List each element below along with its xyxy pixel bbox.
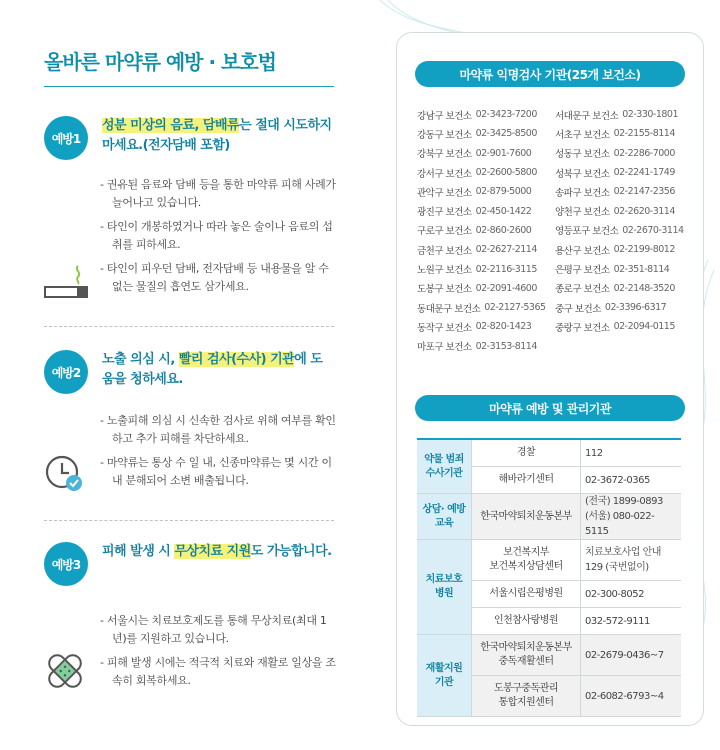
health-center-name: 강북구 보건소 <box>417 149 472 161</box>
phone-cell: 02-6082-6793~4 <box>581 676 682 717</box>
health-center-phone: 02-2241-1749 <box>613 167 675 179</box>
phone-cell: 치료보호사업 안내 129 (국번없이) <box>581 540 682 581</box>
health-center-row <box>417 105 546 124</box>
bullet-item: - 노출피해 의심 시 신속한 검사로 위해 여부를 확인하고 추가 피해를 차단하세요. <box>100 414 336 445</box>
org-cell: 경찰 <box>472 439 581 467</box>
health-center-name: 서초구 보건소 <box>555 129 610 141</box>
health-center-phone: 02-2600-5800 <box>475 167 537 179</box>
health-center-row <box>417 337 546 356</box>
health-center-name: 은평구 보건소 <box>555 265 610 277</box>
org-cell: 도봉구중독관리 통합지원센터 <box>472 676 581 717</box>
health-center-phone: 02-860-2600 <box>475 224 532 236</box>
prevention-badge: 예방1 <box>44 116 88 160</box>
health-center-row <box>555 240 684 259</box>
prevention-heading: 노출 의심 시, 빨리 검사(수사) 기관에 도움을 청하세요. <box>102 352 323 387</box>
bandage-icon <box>44 650 86 692</box>
org-cell: 보건복지부 보건복지상담센터 <box>472 540 581 581</box>
org-cell: 인천참사랑병원 <box>472 608 581 635</box>
health-center-phone: 02-3153-8114 <box>475 340 537 352</box>
health-center-name: 영등포구 보건소 <box>555 226 619 238</box>
health-center-phone: 02-450-1422 <box>475 205 532 217</box>
health-center-phone: 02-330-1801 <box>622 109 679 121</box>
health-center-row <box>555 163 684 182</box>
category-cell: 재활지원 기관 <box>417 635 472 717</box>
info-panel <box>396 32 704 726</box>
prevention-bullets <box>100 412 340 496</box>
category-cell: 약물 범죄 수사기관 <box>417 439 472 494</box>
health-center-phone: 02-3423-7200 <box>475 109 537 121</box>
table-row <box>417 635 681 676</box>
prevention-heading: 성분 미상의 음료, 담배류는 절대 시도하지 마세요.(전자담배 포함) <box>102 118 332 153</box>
health-center-row <box>555 105 684 124</box>
prevention-badge: 예방2 <box>44 350 88 394</box>
prevention-bullets <box>100 612 340 696</box>
page-title: 올바른 마약류 예방 · 보호법 <box>44 50 276 74</box>
table-row <box>417 540 681 581</box>
org-cell: 해바라기센터 <box>472 467 581 494</box>
mgmt-title: 마약류 예방 및 관리기관 <box>415 395 685 421</box>
bullet-item: - 서울시는 치료보호제도를 통해 무상치료(최대 1년)를 지원하고 있습니다. <box>100 614 327 645</box>
health-center-row <box>417 201 546 220</box>
bullet-item: - 마약류는 통상 수 일 내, 신종마약류는 몇 시간 이내 분해되어 소변 배출됩니다. <box>100 456 332 487</box>
health-center-row <box>555 259 684 278</box>
health-center-phone: 02-879-5000 <box>475 186 532 198</box>
health-center-row <box>555 221 684 240</box>
health-center-row <box>417 240 546 259</box>
health-center-name: 광진구 보건소 <box>417 207 472 219</box>
health-center-phone: 02-820-1423 <box>475 321 532 333</box>
health-center-phone: 02-2116-3115 <box>475 263 537 275</box>
health-center-phone: 02-2127-5365 <box>484 302 546 314</box>
health-center-phone: 02-2155-8114 <box>613 128 675 140</box>
phone-cell: (전국) 1899-0893 (서울) 080-022-5115 <box>581 494 682 540</box>
health-center-phone: 02-2620-3114 <box>613 205 675 217</box>
health-center-name: 종로구 보건소 <box>555 284 610 296</box>
org-cell: 서울시립은평병원 <box>472 581 581 608</box>
health-center-row <box>417 317 546 336</box>
prevention-section-3 <box>44 542 344 712</box>
health-center-name: 송파구 보건소 <box>555 187 610 199</box>
health-center-phone: 02-3396-6317 <box>604 302 667 314</box>
health-center-name: 금천구 보건소 <box>417 245 472 257</box>
mgmt-table <box>417 438 681 717</box>
health-center-phone: 02-351-8114 <box>613 263 670 275</box>
section-divider <box>44 520 334 521</box>
health-center-row <box>417 144 546 163</box>
health-center-name: 중구 보건소 <box>555 303 601 315</box>
health-center-row <box>417 221 546 240</box>
health-center-phone: 02-2091-4600 <box>475 282 537 294</box>
health-center-phone: 02-2147-2356 <box>613 186 675 198</box>
title-divider <box>44 86 334 87</box>
health-center-name: 도봉구 보건소 <box>417 284 472 296</box>
prevention-bullets <box>100 176 340 302</box>
prevention-heading: 피해 발생 시 무상치료 지원도 가능합니다. <box>102 544 332 559</box>
prevention-section-2 <box>44 350 344 510</box>
health-center-column-left <box>417 105 546 356</box>
health-center-name: 동대문구 보건소 <box>417 303 481 315</box>
health-center-row <box>555 298 684 317</box>
health-center-row <box>555 317 684 336</box>
bullet-item: - 타인이 개봉하였거나 따라 놓은 술이나 음료의 섭취를 피하세요. <box>100 220 333 251</box>
health-center-phone: 02-2627-2114 <box>475 244 537 256</box>
prevention-badge: 예방3 <box>44 542 88 586</box>
health-center-name: 강동구 보건소 <box>417 129 472 141</box>
bullet-item: - 피해 발생 시에는 적극적 치료와 재활로 일상을 조속히 회복하세요. <box>100 656 336 687</box>
bullet-item: - 권유된 음료와 담배 등을 통한 마약류 피해 사례가 늘어나고 있습니다. <box>100 178 336 209</box>
health-center-phone: 02-2148-3520 <box>613 282 675 294</box>
health-center-name: 성북구 보건소 <box>555 168 610 180</box>
health-center-row <box>555 201 684 220</box>
health-center-row <box>555 279 684 298</box>
phone-cell: 032-572-9111 <box>581 608 682 635</box>
health-center-column-right <box>555 105 684 337</box>
health-center-row <box>417 259 546 278</box>
bullet-item: - 타인이 피우던 담배, 전자담배 등 내용물을 알 수 없는 물질의 흡연도 삼가세요. <box>100 262 329 293</box>
health-center-row <box>555 144 684 163</box>
health-center-name: 마포구 보건소 <box>417 342 472 354</box>
clock-check-icon <box>44 452 84 492</box>
prevention-section-1 <box>44 116 344 316</box>
health-center-name: 서대문구 보건소 <box>555 110 619 122</box>
health-center-row <box>417 124 546 143</box>
health-center-phone: 02-2094-0115 <box>613 321 675 333</box>
health-center-name: 관악구 보건소 <box>417 187 472 199</box>
health-center-row <box>555 182 684 201</box>
section-divider <box>44 326 334 327</box>
health-center-row <box>417 182 546 201</box>
health-center-phone: 02-901-7600 <box>475 147 532 159</box>
health-center-row <box>417 298 546 317</box>
org-cell: 한국마약퇴치운동본부 중독재활센터 <box>472 635 581 676</box>
cigarette-icon <box>44 264 90 300</box>
health-center-name: 노원구 보건소 <box>417 265 472 277</box>
phone-cell: 02-300-8052 <box>581 581 682 608</box>
category-cell: 치료보호 병원 <box>417 540 472 635</box>
health-center-phone: 02-2670-3114 <box>622 224 684 236</box>
health-center-name: 용산구 보건소 <box>555 245 610 257</box>
health-center-phone: 02-2286-7000 <box>613 147 675 159</box>
health-center-name: 동작구 보건소 <box>417 322 472 334</box>
anon-test-title: 마약류 익명검사 기관(25개 보건소) <box>415 61 685 87</box>
health-center-name: 구로구 보건소 <box>417 226 472 238</box>
health-center-row <box>417 279 546 298</box>
phone-cell: 02-3672-0365 <box>581 467 682 494</box>
phone-cell: 02-2679-0436~7 <box>581 635 682 676</box>
health-center-phone: 02-3425-8500 <box>475 128 537 140</box>
health-center-phone: 02-2199-8012 <box>613 244 675 256</box>
health-center-row <box>555 124 684 143</box>
category-cell: 상담· 예방교육 <box>417 494 472 540</box>
health-center-name: 양천구 보건소 <box>555 207 610 219</box>
health-center-name: 강남구 보건소 <box>417 110 472 122</box>
table-row <box>417 494 681 540</box>
health-center-row <box>417 163 546 182</box>
phone-cell: 112 <box>581 439 682 467</box>
health-center-name: 강서구 보건소 <box>417 168 472 180</box>
health-center-name: 성동구 보건소 <box>555 149 610 161</box>
table-row <box>417 439 681 467</box>
health-center-name: 중랑구 보건소 <box>555 322 610 334</box>
org-cell: 한국마약퇴치운동본부 <box>472 494 581 540</box>
